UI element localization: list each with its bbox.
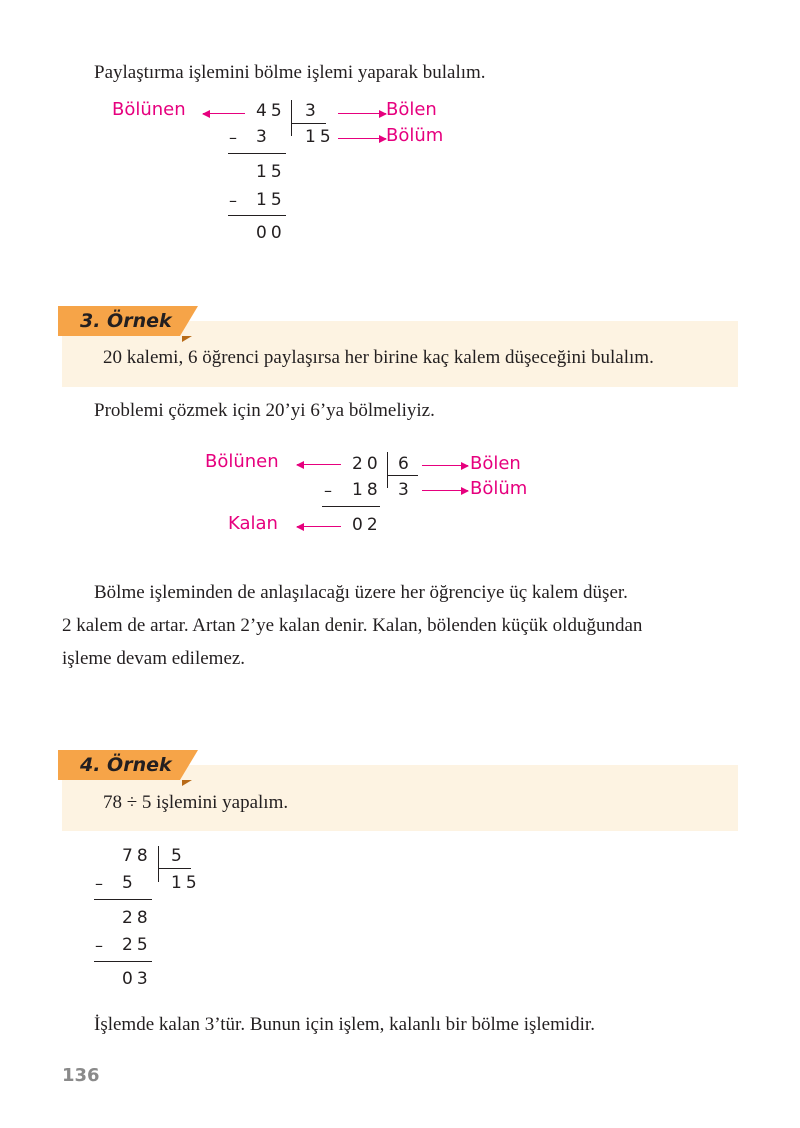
- arrow-left-icon: [297, 526, 341, 527]
- division-bracket: [387, 452, 388, 488]
- example-3-tag: 3. Örnek: [58, 306, 180, 336]
- example-4-conclusion: İşlemde kalan 3’tür. Bunun için işlem, kalanlı bir bölme işlemidir.: [94, 1014, 595, 1035]
- arrow-left-icon: [203, 113, 245, 114]
- step2-subtrahend: 25: [122, 935, 152, 955]
- minus-sign: –: [95, 874, 103, 893]
- example-3-instruction: Problemi çözmek için 20’yi 6’ya bölmeliyiz.: [94, 400, 435, 421]
- step1-subtrahend: 18: [352, 480, 382, 500]
- minus-sign: –: [324, 481, 332, 500]
- step2-number: 28: [122, 908, 152, 928]
- label-divisor: Bölen: [386, 99, 437, 120]
- divisor: 3: [305, 101, 320, 121]
- example-4-tag: 4. Örnek: [58, 750, 180, 780]
- label-quotient: Bölüm: [386, 125, 444, 146]
- arrow-right-icon: [422, 490, 468, 491]
- minus-sign: –: [95, 936, 103, 955]
- arrow-left-icon: [297, 464, 341, 465]
- label-dividend: Bölünen: [112, 99, 186, 120]
- arrow-right-icon: [422, 465, 468, 466]
- intro-text: Paylaştırma işlemini bölme işlemi yaparak bulalım.: [94, 62, 486, 83]
- remainder: 00: [256, 223, 286, 243]
- quotient: 15: [171, 873, 201, 893]
- page-number: 136: [62, 1065, 100, 1086]
- step1-subtrahend: 5: [122, 873, 137, 893]
- label-divisor: Bölen: [470, 453, 521, 474]
- label-quotient: Bölüm: [470, 478, 528, 499]
- explanation-line-2: 2 kalem de artar. Artan 2’ye kalan denir. Kalan, bölenden küçük olduğundan: [62, 615, 643, 636]
- arrow-right-icon: [338, 113, 386, 114]
- step2-subtrahend: 15: [256, 190, 286, 210]
- remainder: 02: [352, 515, 382, 535]
- label-dividend: Bölünen: [205, 451, 279, 472]
- example-4-problem: 78 ÷ 5 işlemini yapalım.: [103, 792, 289, 813]
- divisor: 5: [171, 846, 186, 866]
- dividend: 78: [122, 846, 152, 866]
- explanation-line-1: Bölme işleminden de anlaşılacağı üzere her öğrenciye üç kalem düşer.: [94, 582, 628, 603]
- minus-sign: –: [229, 191, 237, 210]
- minus-sign: –: [229, 128, 237, 147]
- quotient: 3: [398, 480, 413, 500]
- step1-subtrahend: 3: [256, 127, 271, 147]
- dividend: 20: [352, 454, 382, 474]
- division-bracket: [291, 100, 292, 136]
- dividend: 45: [256, 101, 286, 121]
- label-remainder: Kalan: [228, 513, 278, 534]
- explanation-line-3: işleme devam edilemez.: [62, 648, 246, 669]
- step2-number: 15: [256, 162, 286, 182]
- quotient: 15: [305, 127, 335, 147]
- arrow-right-icon: [338, 138, 386, 139]
- division-bracket: [158, 846, 159, 882]
- divisor: 6: [398, 454, 413, 474]
- example-3-problem: 20 kalemi, 6 öğrenci paylaşırsa her birine kaç kalem düşeceğini bulalım.: [103, 347, 654, 368]
- remainder: 03: [122, 969, 152, 989]
